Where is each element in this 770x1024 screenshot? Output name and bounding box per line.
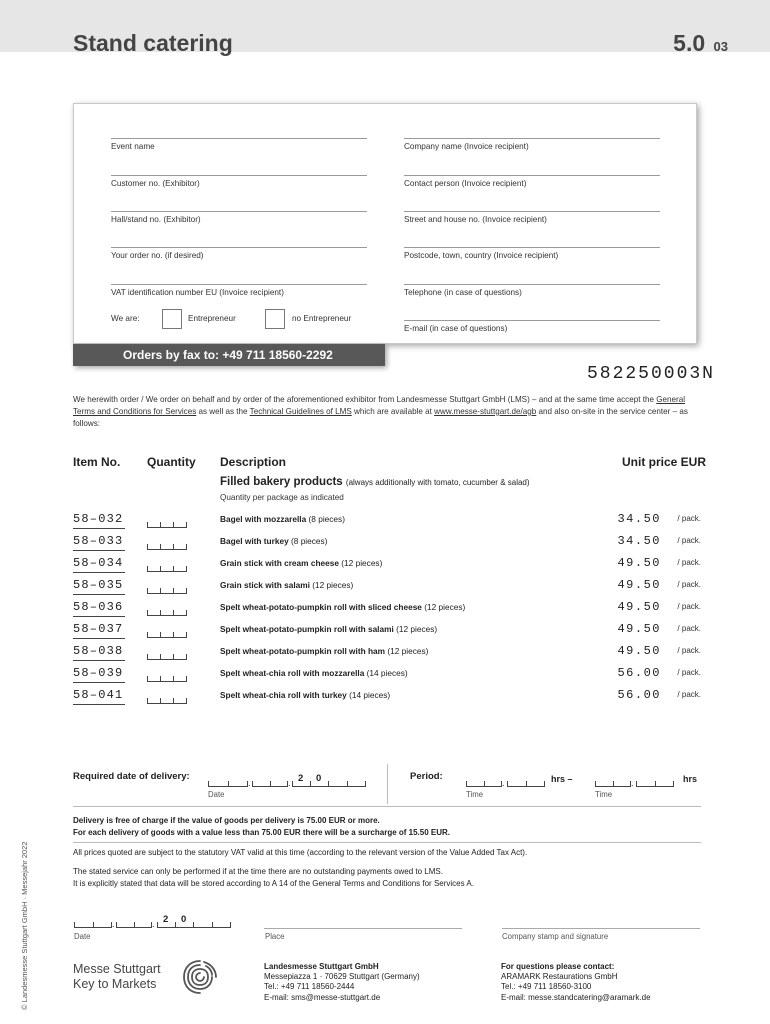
period-from-minutes-input[interactable] <box>507 776 545 787</box>
contact-title: For questions please contact: <box>501 962 615 971</box>
year-digit-0: 0 <box>181 914 187 925</box>
item-name: Spelt wheat-chia roll with turkey <box>220 690 347 700</box>
delivery-date-label: Required date of delivery: <box>73 771 190 782</box>
item-unit: / pack. <box>677 602 701 611</box>
customer-form <box>73 103 697 344</box>
section-number <box>673 30 728 57</box>
item-price: 34.50 <box>617 512 661 526</box>
delivery-year-input[interactable] <box>292 776 366 787</box>
lms-phone: Tel.: +49 711 18560-2444 <box>264 982 355 992</box>
year-digit-2: 2 <box>163 914 169 925</box>
postcode-field[interactable]: Postcode, town, country (Invoice recipient) <box>404 247 660 260</box>
item-unit: / pack. <box>677 646 701 655</box>
quantity-input[interactable] <box>147 560 187 572</box>
item-unit: / pack. <box>677 558 701 567</box>
item-description <box>220 558 382 568</box>
quantity-input[interactable] <box>147 670 187 682</box>
quantity-input[interactable] <box>147 692 187 704</box>
time-from-label: Time <box>466 790 484 799</box>
item-description <box>220 668 408 678</box>
logo-text-line-1: Messe Stuttgart <box>73 962 161 976</box>
data-storage-note: It is explicitly stated that data will be stored according to A 14 of the General Terms and Conditions for Services A. <box>73 879 474 888</box>
quantity-input[interactable] <box>147 648 187 660</box>
item-price: 49.50 <box>617 578 661 592</box>
item-number: 58–041 <box>73 688 124 702</box>
item-price: 49.50 <box>617 600 661 614</box>
date-label: Date <box>208 790 225 799</box>
item-number: 58–034 <box>73 556 124 570</box>
item-price: 49.50 <box>617 622 661 636</box>
item-name: Bagel with mozzarella <box>220 514 307 524</box>
delivery-bottom-divider <box>73 806 701 807</box>
place-label: Place <box>265 932 285 941</box>
item-number: 58–037 <box>73 622 124 636</box>
item-unit: / pack. <box>677 668 701 677</box>
signature-month-input[interactable] <box>116 917 152 928</box>
no-entrepreneur-checkbox[interactable] <box>265 309 285 329</box>
item-pieces: (12 pieces) <box>396 624 438 634</box>
contact-phone: Tel.: +49 711 18560-3100 <box>501 982 592 992</box>
terms-link[interactable]: General Terms and Conditions for Services <box>73 395 685 416</box>
intro-text <box>73 394 703 429</box>
intro-part-4: and also on-site in the service center – as follows: <box>73 406 688 428</box>
item-pieces: (8 pieces) <box>291 536 328 546</box>
intro-part-3: which are available at <box>351 406 435 416</box>
item-number-line <box>73 660 125 661</box>
item-row <box>73 578 703 600</box>
hrs-label: hrs <box>683 774 698 784</box>
item-number: 58–032 <box>73 512 124 526</box>
item-number-line <box>73 704 125 705</box>
time-separator: . <box>631 778 634 788</box>
contact-person-field[interactable]: Contact person (Invoice recipient) <box>404 175 660 188</box>
event-name-field[interactable]: Event name <box>111 138 367 151</box>
time-separator: . <box>502 778 505 788</box>
item-row <box>73 556 703 578</box>
fingerprint-logo-icon <box>180 957 220 997</box>
item-pieces: (12 pieces) <box>312 580 354 590</box>
item-pieces: (12 pieces) <box>387 646 429 656</box>
copyright-side-text: © Landesmesse Stuttgart GmbH · Messejahr 2022 <box>20 841 29 1010</box>
delivery-divider <box>387 764 388 804</box>
item-description <box>220 514 345 524</box>
item-number: 58–039 <box>73 666 124 680</box>
section-sub: 03 <box>713 39 728 54</box>
item-number-line <box>73 572 125 573</box>
item-price: 49.50 <box>617 556 661 570</box>
item-description <box>220 536 327 546</box>
signature-year-input[interactable] <box>157 917 231 928</box>
col-item-no: Item No. <box>73 455 121 469</box>
item-price: 56.00 <box>617 666 661 680</box>
delivery-day-input[interactable] <box>208 776 248 787</box>
company-name-field[interactable]: Company name (Invoice recipient) <box>404 138 660 151</box>
item-description <box>220 624 437 634</box>
period-from-hours-input[interactable] <box>466 776 502 787</box>
we-are-label: We are: <box>111 314 140 323</box>
lms-email[interactable]: E-mail: sms@messe-stuttgart.de <box>264 992 381 1002</box>
item-number-line <box>73 616 125 617</box>
lms-address <box>264 962 420 1003</box>
year-digit-2: 2 <box>298 773 304 784</box>
category-title <box>220 476 530 488</box>
intro-part-2: as well as the <box>196 406 250 416</box>
item-number-line <box>73 528 125 529</box>
item-description <box>220 646 428 656</box>
signature-day-input[interactable] <box>74 917 112 928</box>
telephone-field[interactable]: Telephone (in case of questions) <box>404 284 660 297</box>
hrs-to-label: hrs – <box>551 774 573 784</box>
year-digit-0: 0 <box>316 773 322 784</box>
agb-link[interactable]: www.messe-stuttgart.de/agb <box>434 406 537 416</box>
terms-divider <box>73 842 701 843</box>
contact-address <box>501 962 651 1003</box>
intro-part-1: We herewith order / We order on behalf and by order of the aforementioned exhibitor from Landesmesse Stuttgart GmbH (LMS) – and at the same time accept the <box>73 395 657 404</box>
col-quantity: Quantity <box>147 455 196 469</box>
item-price: 34.50 <box>617 534 661 548</box>
period-to-minutes-input[interactable] <box>636 776 674 787</box>
item-row <box>73 534 703 556</box>
signature-date-label: Date <box>74 932 91 941</box>
item-row <box>73 688 703 710</box>
period-to-hours-input[interactable] <box>595 776 631 787</box>
vat-note: All prices quoted are subject to the statutory VAT valid at this time (according to the relevant version of the Value Added Tax Act). <box>73 848 528 857</box>
customer-no-field[interactable]: Customer no. (Exhibitor) <box>111 175 367 188</box>
date-separator: . <box>152 919 155 929</box>
guidelines-link[interactable]: Technical Guidelines of LMS <box>249 406 352 416</box>
item-name: Spelt wheat-potato-pumpkin roll with sliced cheese <box>220 602 422 612</box>
col-unit-price: Unit price EUR <box>622 455 707 469</box>
period-label: Period: <box>410 771 443 782</box>
lms-name: Landesmesse Stuttgart GmbH <box>264 962 379 971</box>
item-name: Grain stick with salami <box>220 580 310 590</box>
item-number: 58–036 <box>73 600 124 614</box>
item-number: 58–033 <box>73 534 124 548</box>
category-name: Filled bakery products <box>220 476 343 488</box>
contact-company: ARAMARK Restaurations GmbH <box>501 972 618 982</box>
time-to-label: Time <box>595 790 613 799</box>
email-field[interactable]: E-mail (in case of questions) <box>404 320 660 333</box>
item-number: 58–038 <box>73 644 124 658</box>
item-name: Spelt wheat-potato-pumpkin roll with salami <box>220 624 394 634</box>
order-code: 582250003N <box>586 364 715 384</box>
item-row <box>73 666 703 688</box>
contact-email[interactable]: E-mail: messe.standcatering@aramark.de <box>501 992 651 1002</box>
item-number-line <box>73 550 125 551</box>
entrepreneur-checkbox[interactable] <box>162 309 182 329</box>
item-row <box>73 622 703 644</box>
item-number-line <box>73 638 125 639</box>
vat-id-field[interactable]: VAT identification number EU (Invoice recipient) <box>111 284 367 297</box>
item-description <box>220 602 465 612</box>
item-description <box>220 580 353 590</box>
item-number-line <box>73 682 125 683</box>
order-no-field[interactable]: Your order no. (if desired) <box>111 247 367 260</box>
quantity-input[interactable] <box>147 604 187 616</box>
page-title: Stand catering <box>73 30 233 56</box>
fax-number-bar: Orders by fax to: +49 711 18560-2292 <box>73 344 385 366</box>
item-row <box>73 512 703 534</box>
delivery-month-input[interactable] <box>252 776 288 787</box>
item-pieces: (12 pieces) <box>341 558 383 568</box>
quantity-input[interactable] <box>147 538 187 550</box>
payments-note: The stated service can only be performed if at the time there are no outstanding payments owed to LMS. <box>73 867 443 876</box>
hall-stand-field[interactable]: Hall/stand no. (Exhibitor) <box>111 211 367 224</box>
lms-street: Messepiazza 1 · 70629 Stuttgart (Germany) <box>264 972 420 982</box>
item-row <box>73 644 703 666</box>
no-entrepreneur-label: no Entrepreneur <box>292 314 352 323</box>
item-name: Spelt wheat-chia roll with mozzarella <box>220 668 365 678</box>
item-row <box>73 600 703 622</box>
item-name: Grain stick with cream cheese <box>220 558 339 568</box>
item-pieces: (8 pieces) <box>308 514 345 524</box>
entrepreneur-label: Entrepreneur <box>188 314 236 323</box>
item-number-line <box>73 594 125 595</box>
stamp-signature-line[interactable] <box>502 928 700 929</box>
date-separator: . <box>248 778 251 788</box>
item-price: 56.00 <box>617 688 661 702</box>
quantity-input[interactable] <box>147 582 187 594</box>
item-name: Spelt wheat-potato-pumpkin roll with ham <box>220 646 386 656</box>
item-unit: / pack. <box>677 514 701 523</box>
quantity-input[interactable] <box>147 626 187 638</box>
date-separator: . <box>288 778 291 788</box>
item-pieces: (14 pieces) <box>366 668 408 678</box>
place-line[interactable] <box>264 928 462 929</box>
item-unit: / pack. <box>677 690 701 699</box>
item-name: Bagel with turkey <box>220 536 289 546</box>
item-unit: / pack. <box>677 536 701 545</box>
item-number: 58–035 <box>73 578 124 592</box>
category-note: (always additionally with tomato, cucumber & salad) <box>345 478 530 487</box>
quantity-input[interactable] <box>147 516 187 528</box>
item-pieces: (14 pieces) <box>349 690 391 700</box>
surcharge-note: For each delivery of goods with a value less than 75.00 EUR there will be a surcharge of 15.50 EUR. <box>73 828 451 837</box>
item-unit: / pack. <box>677 624 701 633</box>
logo-text-line-2: Key to Markets <box>73 977 157 991</box>
category-subtitle: Quantity per package as indicated <box>220 493 344 502</box>
free-delivery-note: Delivery is free of charge if the value of goods per delivery is 75.00 EUR or more. <box>73 816 380 825</box>
street-field[interactable]: Street and house no. (Invoice recipient) <box>404 211 660 224</box>
date-separator: . <box>112 919 115 929</box>
section-main: 5.0 <box>673 30 706 56</box>
item-pieces: (12 pieces) <box>424 602 466 612</box>
col-description: Description <box>220 455 287 469</box>
item-price: 49.50 <box>617 644 661 658</box>
item-unit: / pack. <box>677 580 701 589</box>
item-description <box>220 690 390 700</box>
stamp-signature-label: Company stamp and signature <box>502 932 609 941</box>
